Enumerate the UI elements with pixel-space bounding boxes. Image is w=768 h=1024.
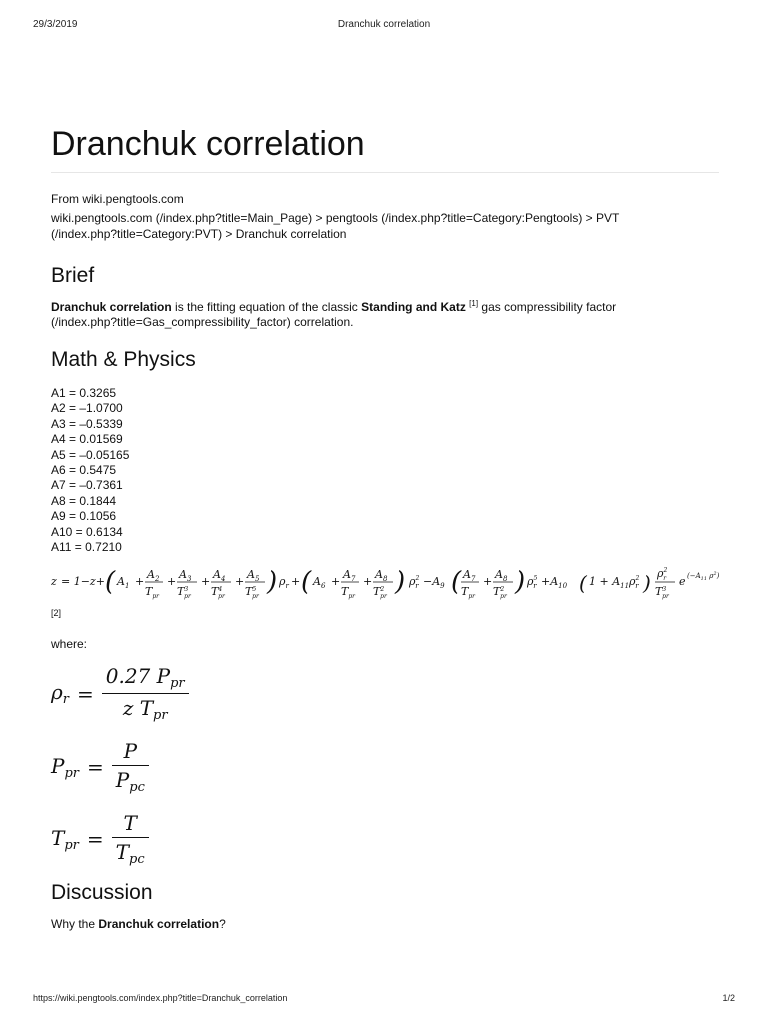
svg-text:Tpr: $T_{pr}$ <box>341 585 356 601</box>
svg-text:(: ( <box>105 567 116 598</box>
svg-text:): ) <box>267 567 278 598</box>
svg-text:ρ2r: $\rho^2$ r <box>629 575 640 591</box>
dranchuk-equation <box>51 561 719 605</box>
svg-text:A2: $A_2$ <box>147 568 160 584</box>
brief-term: Dranchuk correlation <box>51 300 172 314</box>
rho-denominator: z T <box>122 696 154 721</box>
svg-text:A6: $A_6$ <box>313 575 326 591</box>
svg-text:A8: $A_8$ <box>375 568 388 584</box>
brief-heading: Brief <box>51 264 95 287</box>
svg-text:A3: $A_3$ <box>179 568 192 584</box>
question-term: Dranchuk correlation <box>98 917 220 932</box>
source-line: From wiki.pengtools.com <box>51 192 184 206</box>
svg-text:): ) <box>515 567 526 598</box>
svg-text:T3pr: $T^3$ pr <box>177 585 191 601</box>
svg-text:ρr: $\rho_r$ <box>279 575 289 591</box>
svg-text:+: + <box>167 575 177 589</box>
p-denominator: P <box>115 768 130 793</box>
discussion-heading: Discussion <box>51 881 153 905</box>
svg-text:ρ2r: $\rho^2$ r <box>657 567 668 583</box>
math-heading: Math & Physics <box>51 348 196 371</box>
article-content <box>51 120 719 932</box>
reference-2[interactable]: [2] <box>51 608 62 619</box>
svg-text:+: + <box>363 575 373 589</box>
constant-a1: A1 = 0.3265 <box>51 386 117 400</box>
svg-text:T2pr: $T^2$ pr <box>373 585 387 601</box>
constant-a4: A4 = 0.01569 <box>51 432 123 447</box>
svg-text:T5pr: $T^5$ pr <box>245 585 259 601</box>
svg-text:= 1−z+: = 1−z+ <box>61 575 105 589</box>
gas-compressibility-link[interactable]: (/index.php?title=Gas_compressibility_factor) correlation. <box>51 315 354 329</box>
svg-text:A4: $A_4$ <box>213 568 226 584</box>
svg-text:e: e <box>679 575 686 589</box>
svg-text:+A10: $+A_{10}$ <box>541 575 568 591</box>
svg-text:1 + A11: $1 + A_{11}$ <box>589 575 630 591</box>
svg-text:): ) <box>395 567 406 598</box>
constant-a2: A2 = –1.0700 <box>51 401 123 416</box>
standing-katz-link[interactable]: Standing and Katz <box>361 300 466 314</box>
brief-paragraph <box>51 300 719 330</box>
svg-text:): ) <box>643 571 651 596</box>
svg-text:z: z <box>51 575 57 589</box>
svg-text:A5: $A_5$ <box>247 568 260 584</box>
constant-a9: A9 = 0.1056 <box>51 509 117 524</box>
svg-text:T4pr: $T^4$ pr <box>211 585 225 601</box>
print-url: https://wiki.pengtools.com/index.php?title=Dranchuk_correlation <box>33 993 288 1003</box>
svg-text:T2pr: $T^2$ pr <box>493 585 507 601</box>
svg-text:Tpr: $T_{pr}$ <box>461 585 476 601</box>
print-footer <box>0 993 768 1007</box>
page-title: Dranchuk correlation <box>51 120 719 173</box>
svg-text:+: + <box>483 575 493 589</box>
reference-1[interactable]: [1] <box>469 299 479 308</box>
page-number: 1/2 <box>722 993 735 1003</box>
svg-text:ρ2r: $\rho^2$ r <box>409 575 420 591</box>
svg-text:−A9: $-A_9$ <box>423 575 445 591</box>
svg-text:A7: $A_7$ <box>343 568 356 584</box>
svg-text:(: ( <box>579 571 587 596</box>
constant-a6: A6 = 0.5475 <box>51 463 117 478</box>
svg-text:T3pr: $T^3$ pr <box>655 585 669 601</box>
where-label: where: <box>51 637 88 652</box>
breadcrumb <box>51 210 719 242</box>
constant-a10: A10 = 0.6134 <box>51 524 123 539</box>
constant-a5: A5 = –0.05165 <box>51 447 130 462</box>
t-denominator: T <box>115 840 129 865</box>
print-header <box>0 19 768 33</box>
svg-text:+: + <box>235 575 245 589</box>
svg-text:+: + <box>291 575 301 589</box>
question-prefix: Why the <box>51 917 99 932</box>
print-page-title: Dranchuk correlation <box>337 19 431 30</box>
p-numerator: P <box>123 739 138 764</box>
discussion-question <box>51 917 719 932</box>
svg-text:Tpr: $T_{pr}$ <box>145 585 160 601</box>
brief-text-end: gas compressibility factor <box>478 300 617 314</box>
print-date: 29/3/2019 <box>33 19 78 30</box>
constant-a11: A11 = 0.7210 <box>51 540 122 555</box>
svg-text:A1: $A_1$ <box>117 575 130 591</box>
svg-text:(−A11 ρ2): ($-A_{11}$ $\rho^2$) <box>687 571 720 583</box>
svg-text:(: ( <box>451 567 462 598</box>
t-pr-equation: $T_{pr}$ = $\frac{T}{T_{pc}}$ <box>51 811 719 867</box>
svg-text:ρ5r: $\rho^5$ r <box>527 575 538 591</box>
brief-text-mid: is the fitting equation of the classic <box>171 300 362 314</box>
svg-text:A7: $A_7$ <box>463 568 476 584</box>
constant-a3: A3 = –0.5339 <box>51 416 123 431</box>
constant-a8: A8 = 0.1844 <box>51 493 117 508</box>
constant-a7: A7 = –0.7361 <box>51 478 123 493</box>
svg-text:A8: $A_8$ <box>495 568 508 584</box>
rho-r-equation: $\rho_r$ = $\frac{0.27 P_{pr}}{z T_{pr}}$ <box>51 664 719 723</box>
constants-list <box>51 386 719 555</box>
breadcrumb-line-2[interactable]: (/index.php?title=Category:PVT) > Dranchuk correlation <box>51 227 347 241</box>
p-pr-equation: $P_{pr}$ = $\frac{P}{P_{pc}}$ <box>51 739 719 795</box>
t-numerator: T <box>123 811 137 836</box>
question-suffix: ? <box>219 917 226 932</box>
breadcrumb-line-1[interactable]: wiki.pengtools.com (/index.php?title=Main_Page) > pengtools (/index.php?title=Category:Pengtools) > PVT <box>51 211 620 225</box>
svg-text:+: + <box>331 575 341 589</box>
svg-text:+: + <box>135 575 145 589</box>
rho-numerator: 0.27 P <box>105 664 171 689</box>
svg-text:+: + <box>201 575 211 589</box>
svg-text:(: ( <box>301 567 312 598</box>
